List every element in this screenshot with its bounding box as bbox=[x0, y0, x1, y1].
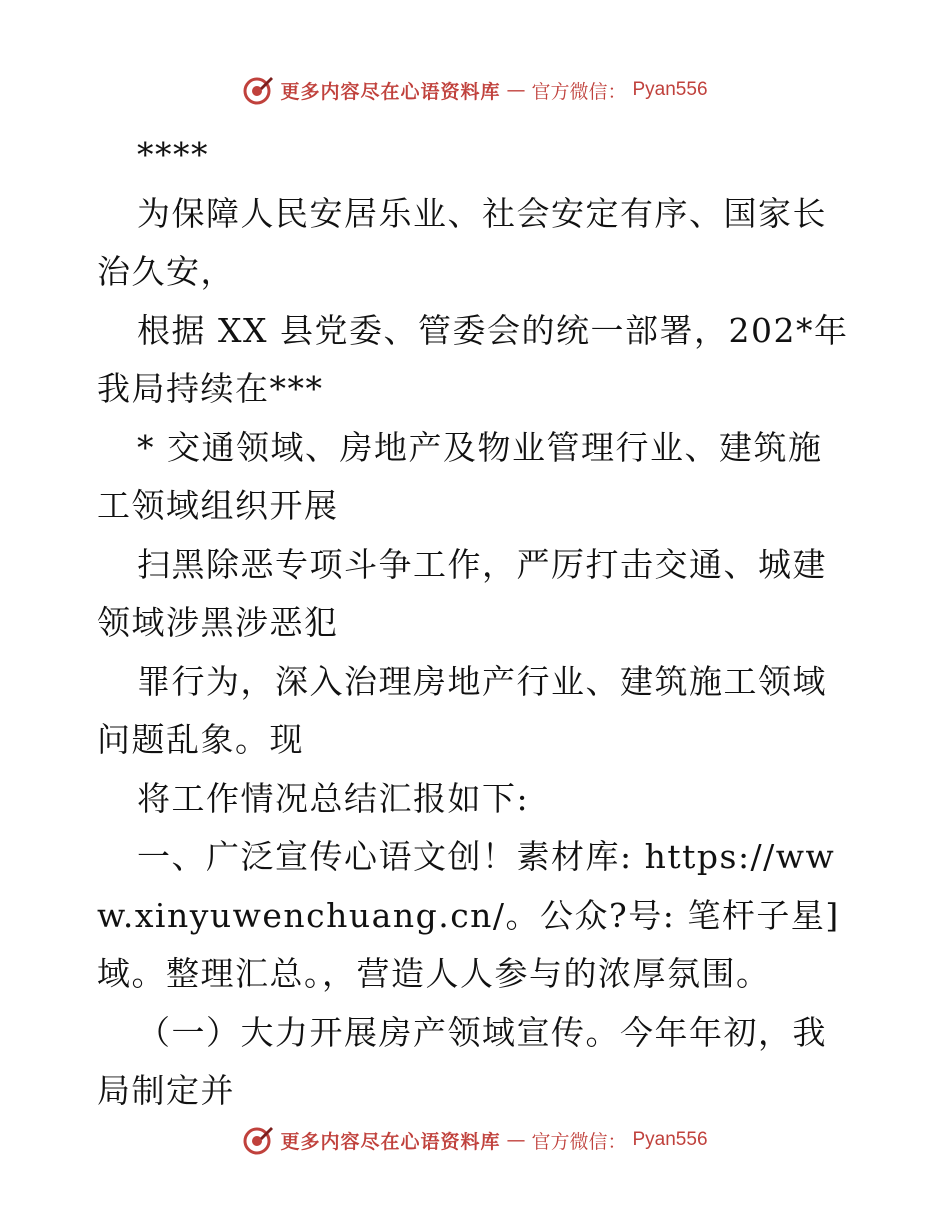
paragraph: （一）大力开展房产领域宣传。今年年初，我局制定并 bbox=[97, 1012, 827, 1110]
watermark-brand: 更多内容尽在心语资料库 bbox=[280, 1130, 501, 1153]
paragraph: 根据 XX 县党委、管委会的统一部署，202*年我局持续在*** bbox=[97, 310, 849, 408]
watermark-contact-id: Pyan556 bbox=[632, 79, 708, 100]
footer-watermark bbox=[0, 1120, 950, 1160]
watermark-separator: — bbox=[506, 79, 526, 101]
paragraph: **** bbox=[137, 135, 209, 174]
paragraph: 罪行为，深入治理房地产行业、建筑施工领域问题乱象。现 bbox=[97, 661, 827, 759]
header-watermark bbox=[0, 70, 950, 110]
paragraph: 扫黑除恶专项斗争工作，严厉打击交通、城建领域涉黑涉恶犯 bbox=[97, 544, 827, 642]
watermark-contact-id: Pyan556 bbox=[632, 1129, 708, 1150]
watermark-contact-label: 官方微信： bbox=[531, 1130, 627, 1153]
paragraph: 为保障人民安居乐业、社会安定有序、国家长治久安， bbox=[97, 193, 827, 291]
paragraph: 一、广泛宣传心语文创！素材库: https://www.xinyuwenchuang.cn/。公众?号: 笔杆子星]域。整理汇总。，营造人人参与的浓厚氛围。 bbox=[97, 837, 840, 993]
paragraph: * 交通领域、房地产及物业管理行业、建筑施工领域组织开展 bbox=[97, 427, 823, 525]
pen-logo-icon bbox=[242, 1124, 274, 1156]
watermark-contact-label: 官方微信： bbox=[531, 80, 627, 103]
pen-logo-icon bbox=[242, 74, 274, 106]
document-body bbox=[97, 126, 853, 1121]
paragraph: 将工作情况总结汇报如下: bbox=[137, 778, 530, 818]
watermark-brand: 更多内容尽在心语资料库 bbox=[280, 80, 501, 103]
watermark-separator: — bbox=[506, 1129, 526, 1151]
